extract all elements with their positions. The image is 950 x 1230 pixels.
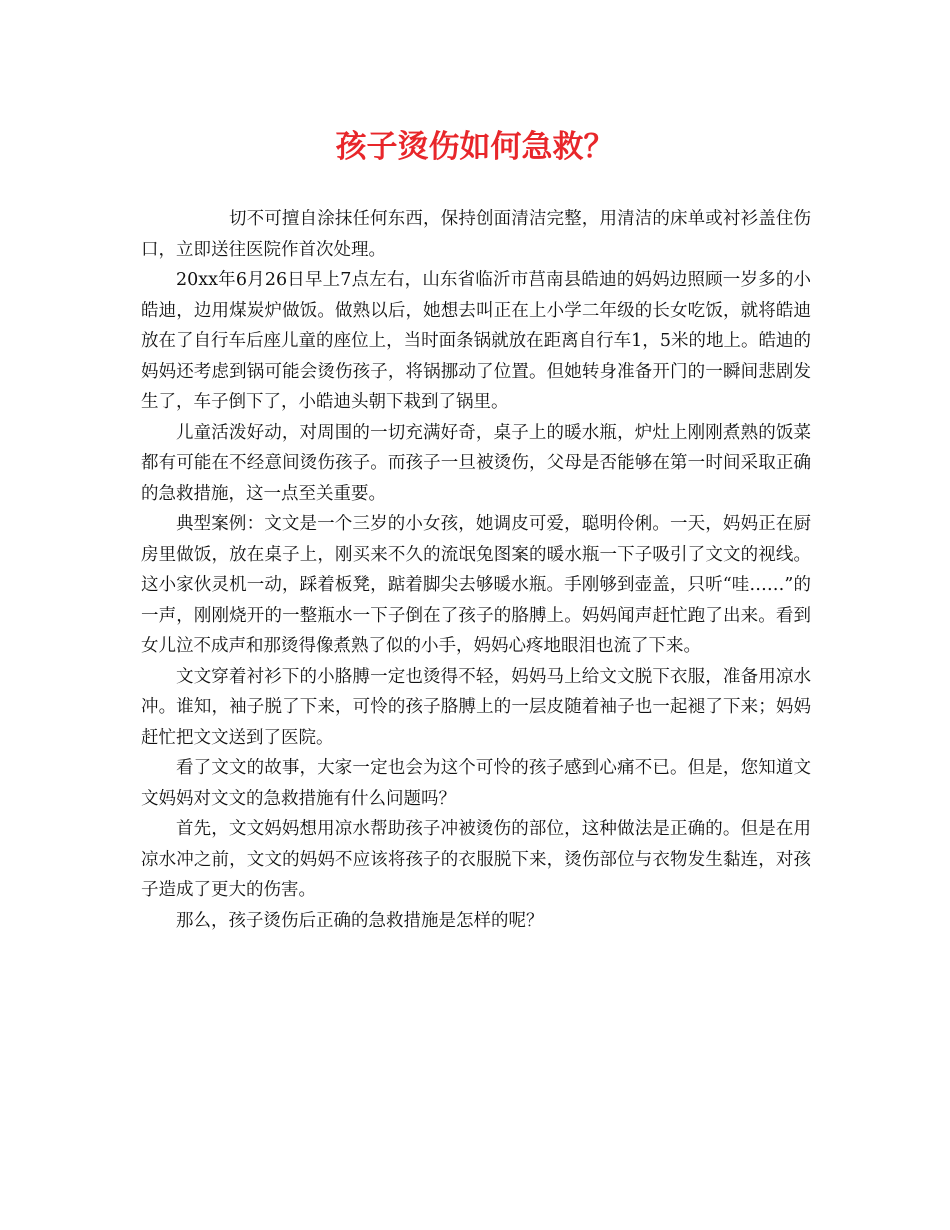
paragraph: 切不可擅自涂抹任何东西，保持创面清洁完整，用清洁的床单或衬衫盖住伤口，立即送往医院作首次处理。 (141, 209, 811, 260)
paragraph: 那么，孩子烫伤后正确的急救措施是怎样的呢？ (176, 910, 544, 931)
paragraph: 20xx年6月26日早上7点左右，山东省临沂市莒南县皓迪的妈妈边照顾一岁多的小皓迪，边用煤炭炉做饭。做熟以后，她想去叫正在上小学二年级的长女吃饭，就将皓迪放在了自行车后座儿童的座位上，当时面条锅就放在距离自行车1，5米的地上。皓迪的妈妈还考虑到锅可能会烫伤孩子，将锅挪动了位置。但她转身准备开门的一瞬间悲剧发生了，车子倒下了，小皓迪头朝下栽到了锅里。 (141, 270, 811, 412)
paragraph: 儿童活泼好动，对周围的一切充满好奇，桌子上的暖水瓶，炉灶上刚刚煮熟的饭菜都有可能在不经意间烫伤孩子。而孩子一旦被烫伤，父母是否能够在第一时间采取正确的急救措施，这一点至关重要。 (141, 422, 811, 504)
paragraph: 典型案例：文文是一个三岁的小女孩，她调皮可爱，聪明伶俐。一天，妈妈正在厨房里做饭，放在桌子上，刚买来不久的流氓兔图案的暖水瓶一下子吸引了文文的视线。这小家伙灵机一动，踩着板凳，踮着脚尖去够暖水瓶。手刚够到壶盖，只听“哇……”的一声，刚刚烧开的一整瓶水一下子倒在了孩子的胳膊上。妈妈闻声赶忙跑了出来。看到女儿泣不成声和那烫得像煮熟了似的小手，妈妈心疼地眼泪也流了下来。 (141, 514, 811, 656)
paragraph: 首先，文文妈妈想用凉水帮助孩子冲被烫伤的部位，这种做法是正确的。但是在用凉水冲之前，文文的妈妈不应该将孩子的衣服脱下来，烫伤部位与衣物发生黏连，对孩子造成了更大的伤害。 (141, 819, 811, 900)
paragraph: 看了文文的故事，大家一定也会为这个可怜的孩子感到心痛不已。但是，您知道文文妈妈对文文的急救措施有什么问题吗？ (141, 758, 811, 809)
document-title: 孩子烫伤如何急救？ (335, 129, 615, 165)
paragraph: 文文穿着衬衫下的小胳膊一定也烫得不轻，妈妈马上给文文脱下衣服，准备用凉水冲。谁知，袖子脱了下来，可怜的孩子胳膊上的一层皮随着袖子也一起褪了下来；妈妈赶忙把文文送到了医院。 (141, 666, 811, 748)
document-body (141, 204, 811, 936)
